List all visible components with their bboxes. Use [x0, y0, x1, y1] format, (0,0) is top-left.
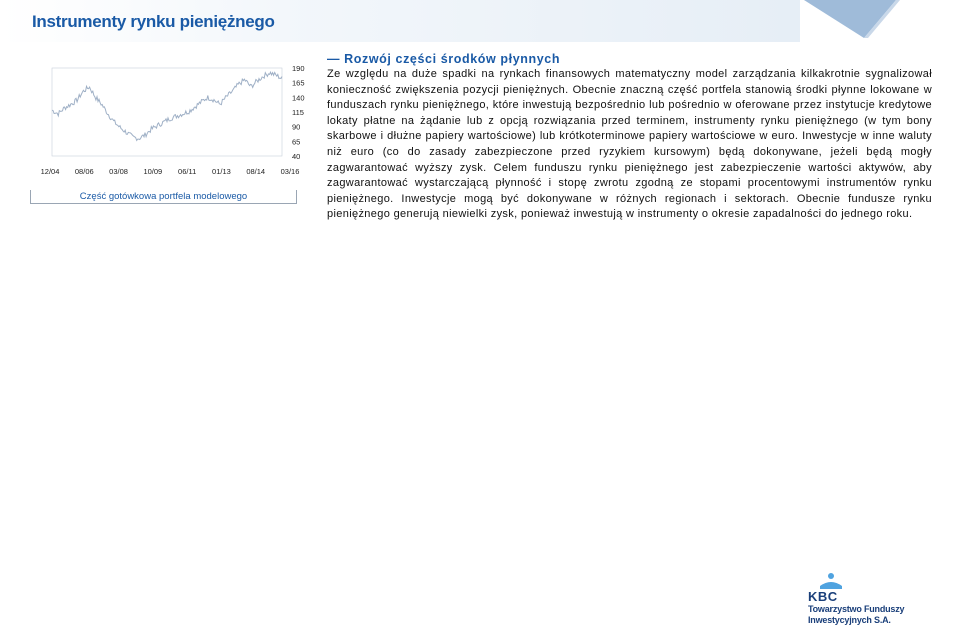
x-tick-label: 10/09	[143, 167, 163, 176]
logo-caption	[808, 604, 904, 626]
y-tick-label: 40	[292, 152, 301, 161]
x-tick-label: 08/14	[246, 167, 266, 176]
y-tick-label: 65	[292, 137, 301, 147]
x-tick-label: 03/16	[280, 167, 300, 176]
y-tick-label: 140	[292, 93, 305, 103]
x-tick-label: 03/08	[109, 167, 128, 176]
cash-line-chart	[30, 60, 310, 190]
logo-line-2: Inwestycyjnych S.A.	[808, 615, 891, 625]
chart-caption: Część gotówkowa portfela modelowego	[30, 190, 297, 204]
y-tick-label: 165	[292, 78, 305, 88]
y-tick-label: 190	[292, 64, 305, 73]
y-tick-label: 115	[292, 108, 304, 117]
title-dash: —	[327, 52, 341, 66]
logo-brand: KBC	[808, 589, 838, 604]
x-tick-label: 12/04	[40, 167, 60, 176]
body-text: Ze względu na duże spadki na rynkach finansowych matematyczny model zarządzania kilkakrotnie sygnalizował konieczność zwiększenia pozycji pieniężnych. Obecnie znaczną część portfela stanowią środki płynne lokowane w funduszach rynku pieniężnego, które inwestują bezpośrednio lub pośrednio w oferowane przez instytucje kredytowe lokaty płatne na żądanie lub z opcją rozwiązania przed terminem, instrumenty rynku pieniężnego (w tym bony skarbowe i dłużne papiery wartościowe) lub krótkoterminowe papiery wartościowe w euro. Inwestycje w inne waluty niż euro (co do zasady zabezpieczone przed ryzykiem kursowym) będą dokonywane, jeżeli będą mogły zagwarantować wyższy zysk. Celem funduszu rynku pieniężnego jest zabezpieczenie wartości aktywów, aby zagwarantować wystarczającą płynność i stopę zwrotu zgodną ze stopami procentowymi instrumentów rynku pieniężnego. Inwestycje mogą być dokonywane w różnych regionach i sektorach. Obecnie fundusze rynku pieniężnego generują niewielki zysk, ponieważ inwestują w instrumenty o okresie zapadalności do jednego roku.	[327, 68, 932, 221]
logo-head-icon	[828, 573, 834, 579]
y-tick-label: 90	[292, 122, 301, 132]
series-line	[52, 72, 282, 140]
x-tick-label: 08/06	[74, 167, 94, 176]
corner-decoration	[780, 0, 960, 42]
x-tick-label: 06/11	[178, 167, 197, 176]
section-title	[327, 52, 560, 66]
x-tick-label: 01/13	[212, 167, 231, 176]
logo-line-1: Towarzystwo Funduszy	[808, 604, 905, 614]
logo-body-icon	[820, 582, 842, 589]
section-title-text: Rozwój części środków płynnych	[344, 52, 561, 66]
page-title: Instrumenty rynku pieniężnego	[32, 12, 275, 31]
chart-area	[30, 60, 310, 210]
